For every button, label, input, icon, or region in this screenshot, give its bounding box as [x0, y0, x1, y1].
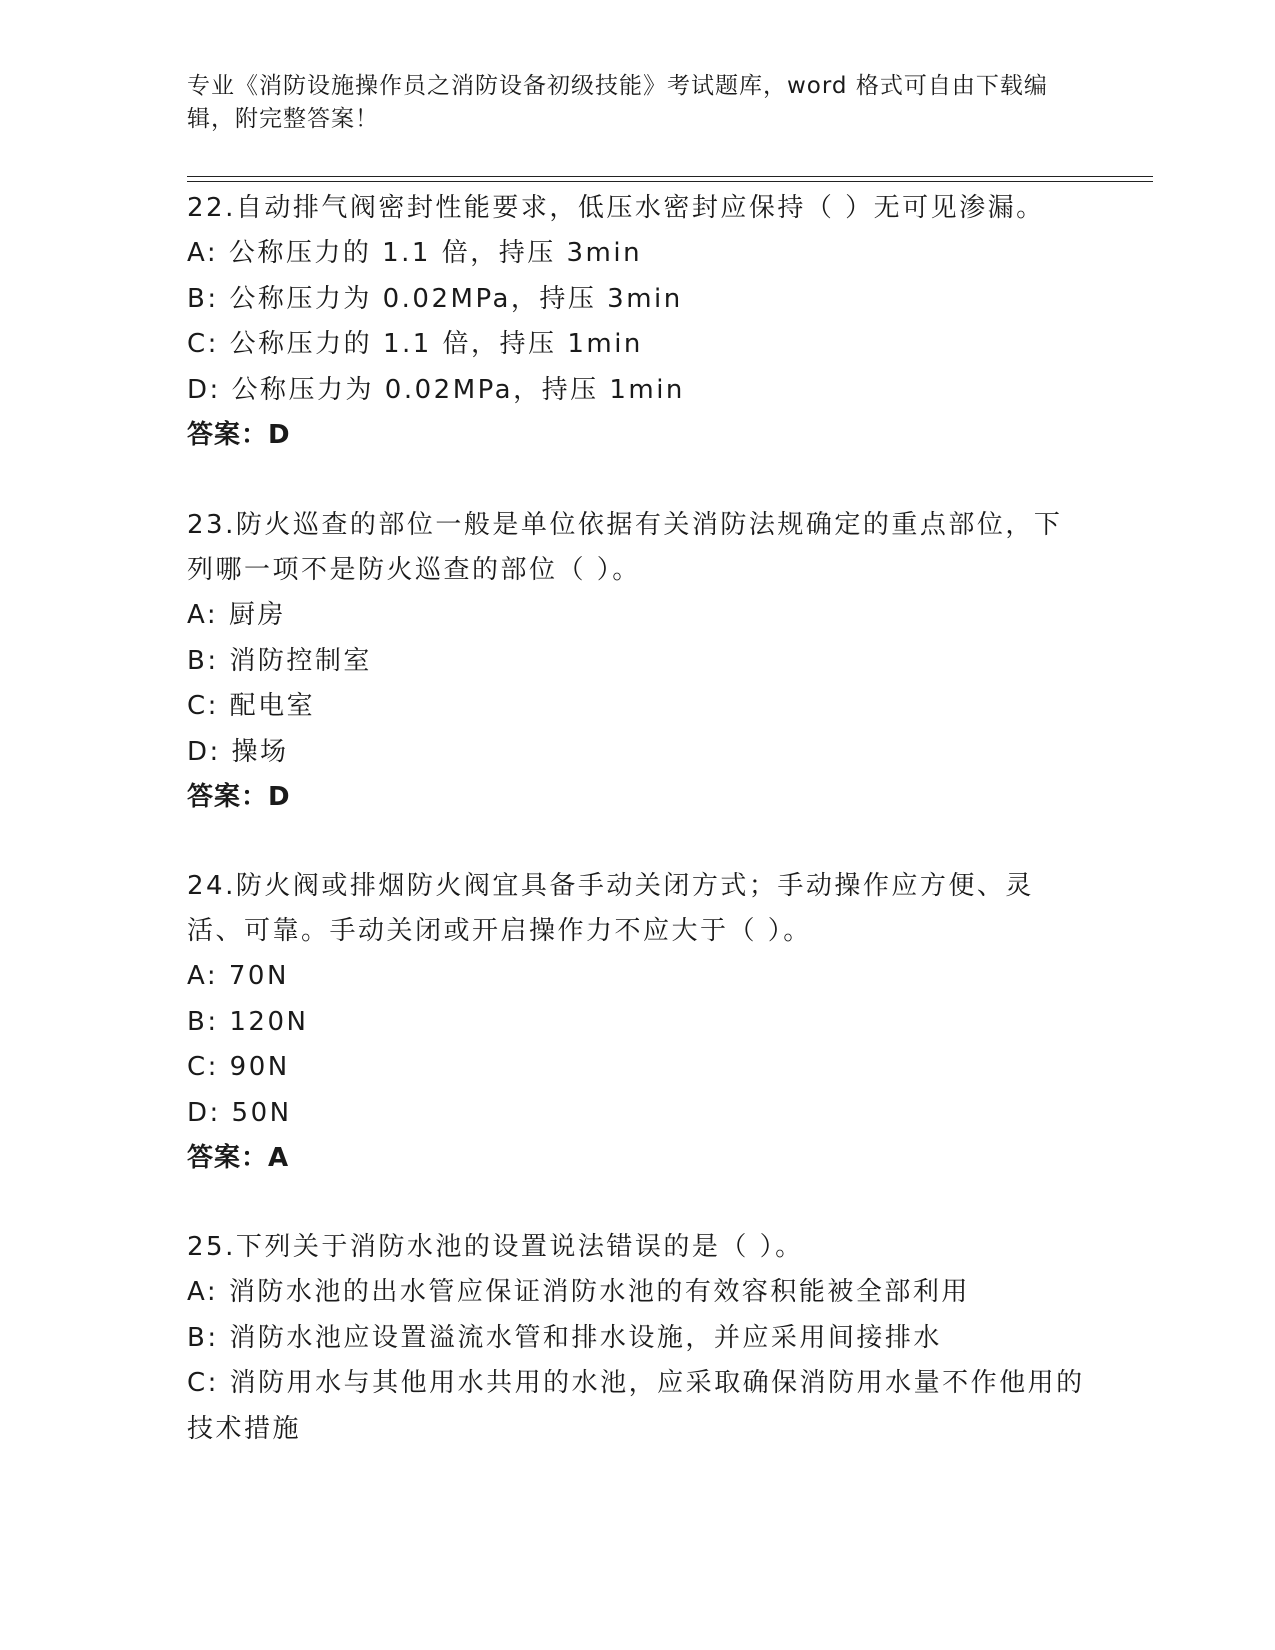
option-a: A: 公称压力的 1.1 倍，持压 3min — [187, 238, 643, 268]
header-rule-bottom — [187, 181, 1153, 182]
document-header: 专业《消防设施操作员之消防设备初级技能》考试题库，word 格式可自由下载编辑，附完整答案！ — [187, 73, 1048, 132]
header-rule-top — [187, 176, 1153, 177]
option-b: B: 消防控制室 — [187, 645, 372, 676]
question-23 — [187, 503, 1087, 820]
option-c: C: 配电室 — [187, 691, 316, 721]
answer: 答案：A — [187, 1143, 290, 1173]
option-c: C: 消防用水与其他用水共用的水池，应采取确保消防用水量不作他用的技术措施 — [187, 1368, 1085, 1444]
option-a: A: 70N — [187, 961, 289, 991]
option-b: B: 消防水池应设置溢流水管和排水设施，并应采用间接排水 — [187, 1322, 942, 1353]
question-25 — [187, 1225, 1087, 1452]
question-24 — [187, 864, 1087, 1181]
option-c: C: 90N — [187, 1052, 290, 1082]
question-22 — [187, 186, 1087, 458]
question-stem: 24.防火阀或排烟防火阀宜具备手动关闭方式；手动操作应方便、灵活、可靠。手动关闭或开启操作力不应大于（ ）。 — [187, 871, 1034, 946]
answer: 答案：D — [187, 420, 291, 450]
question-stem: 25.下列关于消防水池的设置说法错误的是（ ）。 — [187, 1232, 804, 1262]
option-b: B: 公称压力为 0.02MPa，持压 3min — [187, 283, 683, 314]
option-d: D: 50N — [187, 1097, 292, 1128]
answer: 答案：D — [187, 782, 291, 812]
question-stem: 23.防火巡查的部位一般是单位依据有关消防法规确定的重点部位，下列哪一项不是防火巡查的部位（ ）。 — [187, 510, 1063, 585]
question-stem: 22.自动排气阀密封性能要求，低压水密封应保持（ ）无可见渗漏。 — [187, 193, 1045, 223]
option-a: A: 厨房 — [187, 600, 286, 630]
option-c: C: 公称压力的 1.1 倍，持压 1min — [187, 329, 643, 359]
option-d: D: 操场 — [187, 736, 289, 767]
option-b: B: 120N — [187, 1006, 309, 1037]
option-d: D: 公称压力为 0.02MPa，持压 1min — [187, 374, 685, 405]
option-a: A: 消防水池的出水管应保证消防水池的有效容积能被全部利用 — [187, 1277, 970, 1307]
